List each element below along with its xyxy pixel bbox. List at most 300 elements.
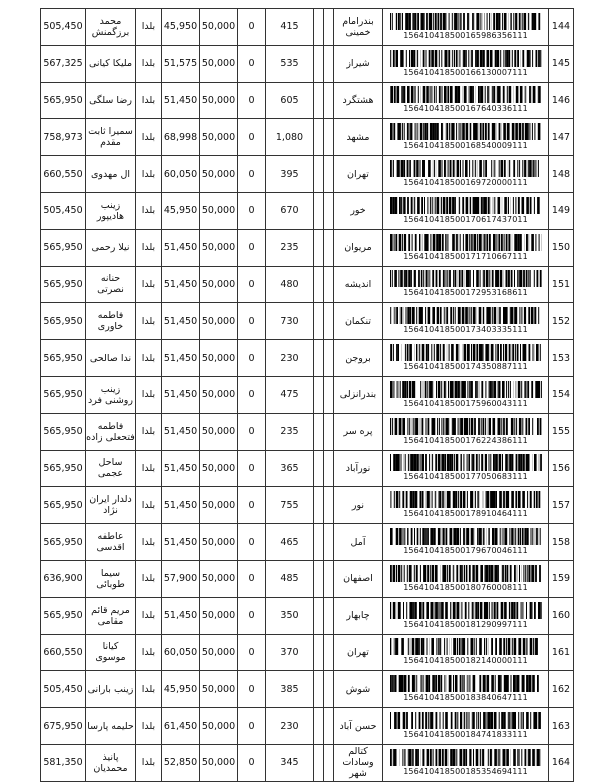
recipient-name-cell: پانیذ محمدیان — [86, 744, 136, 781]
barcode-bars — [390, 13, 542, 30]
table-row — [41, 119, 574, 156]
weight-cell: 485 — [266, 560, 314, 597]
tracking-number: 156410418500165986356111 — [403, 31, 528, 41]
table-row — [41, 450, 574, 487]
status-cell: بلدا — [136, 376, 162, 413]
total-cell: 565,950 — [41, 82, 86, 119]
weight-cell: 365 — [266, 450, 314, 487]
status-cell: بلدا — [136, 597, 162, 634]
base-fee-cell: 57,900 — [162, 560, 200, 597]
status-cell: بلدا — [136, 156, 162, 193]
status-cell: بلدا — [136, 9, 162, 46]
base-fee-cell: 68,998 — [162, 119, 200, 156]
empty-cell — [314, 266, 324, 303]
total-cell: 636,900 — [41, 560, 86, 597]
weight-cell: 605 — [266, 82, 314, 119]
cod-cell: 0 — [238, 119, 266, 156]
empty-cell — [314, 450, 324, 487]
total-cell: 565,950 — [41, 266, 86, 303]
tracking-number: 156410418500171710667111 — [403, 252, 528, 262]
base-fee-cell: 60,050 — [162, 634, 200, 671]
status-cell: بلدا — [136, 45, 162, 82]
barcode-bars — [390, 270, 542, 287]
table-row — [41, 560, 574, 597]
declared-value-cell: 50,000 — [200, 9, 238, 46]
empty-cell — [324, 487, 334, 524]
recipient-name-cell: مریم قائم مقامی — [86, 597, 136, 634]
weight-cell: 415 — [266, 9, 314, 46]
cod-cell: 0 — [238, 376, 266, 413]
barcode-bars — [390, 344, 542, 361]
declared-value-cell: 50,000 — [200, 744, 238, 781]
status-cell: بلدا — [136, 671, 162, 708]
barcode-cell — [383, 450, 549, 487]
row-number-cell: 146 — [549, 82, 574, 119]
base-fee-cell: 51,450 — [162, 340, 200, 377]
declared-value-cell: 50,000 — [200, 156, 238, 193]
base-fee-cell: 51,450 — [162, 303, 200, 340]
barcode-bars — [390, 491, 542, 508]
weight-cell: 475 — [266, 376, 314, 413]
empty-cell — [314, 156, 324, 193]
row-number-cell: 162 — [549, 671, 574, 708]
cod-cell: 0 — [238, 413, 266, 450]
empty-cell — [324, 192, 334, 229]
barcode-bars — [390, 307, 542, 324]
status-cell: بلدا — [136, 634, 162, 671]
weight-cell: 395 — [266, 156, 314, 193]
empty-cell — [314, 340, 324, 377]
declared-value-cell: 50,000 — [200, 266, 238, 303]
cod-cell: 0 — [238, 560, 266, 597]
status-cell: بلدا — [136, 192, 162, 229]
declared-value-cell: 50,000 — [200, 524, 238, 561]
base-fee-cell: 45,950 — [162, 671, 200, 708]
barcode-bars — [390, 602, 542, 619]
cod-cell: 0 — [238, 744, 266, 781]
empty-cell — [314, 82, 324, 119]
base-fee-cell: 51,575 — [162, 45, 200, 82]
row-number-cell: 155 — [549, 413, 574, 450]
cod-cell: 0 — [238, 634, 266, 671]
cod-cell: 0 — [238, 229, 266, 266]
barcode-cell — [383, 671, 549, 708]
destination-city-cell: هشتگرد — [334, 82, 383, 119]
recipient-name-cell: ملیکا کیانی — [86, 45, 136, 82]
tracking-number: 156410418500168540009111 — [403, 141, 528, 151]
table-row — [41, 487, 574, 524]
base-fee-cell: 51,450 — [162, 413, 200, 450]
total-cell: 505,450 — [41, 9, 86, 46]
cod-cell: 0 — [238, 303, 266, 340]
total-cell: 505,450 — [41, 192, 86, 229]
row-number-cell: 152 — [549, 303, 574, 340]
barcode-bars — [390, 197, 542, 214]
empty-cell — [324, 45, 334, 82]
barcode-cell — [383, 376, 549, 413]
barcode-bars — [390, 418, 542, 435]
barcode-cell — [383, 192, 549, 229]
recipient-name-cell: سیما طوبائی — [86, 560, 136, 597]
barcode-bars — [390, 50, 542, 67]
recipient-name-cell: رضا سلگی — [86, 82, 136, 119]
weight-cell: 370 — [266, 634, 314, 671]
table-row — [41, 192, 574, 229]
empty-cell — [324, 156, 334, 193]
recipient-name-cell: نیلا رحمی — [86, 229, 136, 266]
empty-cell — [324, 119, 334, 156]
cod-cell: 0 — [238, 708, 266, 745]
base-fee-cell: 51,450 — [162, 487, 200, 524]
base-fee-cell: 51,450 — [162, 450, 200, 487]
destination-city-cell: حسن آباد — [334, 708, 383, 745]
total-cell: 660,550 — [41, 634, 86, 671]
empty-cell — [324, 340, 334, 377]
empty-cell — [324, 376, 334, 413]
row-number-cell: 144 — [549, 9, 574, 46]
empty-cell — [324, 597, 334, 634]
cod-cell: 0 — [238, 266, 266, 303]
table-row — [41, 597, 574, 634]
table-row — [41, 524, 574, 561]
tracking-number: 156410418500174350887111 — [403, 362, 528, 372]
barcode-cell — [383, 708, 549, 745]
table-row — [41, 266, 574, 303]
empty-cell — [314, 229, 324, 266]
empty-cell — [324, 671, 334, 708]
table-row — [41, 708, 574, 745]
weight-cell: 535 — [266, 45, 314, 82]
destination-city-cell: نور — [334, 487, 383, 524]
recipient-name-cell: دلدار ایران نژاد — [86, 487, 136, 524]
cod-cell: 0 — [238, 82, 266, 119]
declared-value-cell: 50,000 — [200, 340, 238, 377]
total-cell: 565,950 — [41, 229, 86, 266]
weight-cell: 230 — [266, 340, 314, 377]
destination-city-cell: بروجن — [334, 340, 383, 377]
destination-city-cell: بندرانزلی — [334, 376, 383, 413]
destination-city-cell: مریوان — [334, 229, 383, 266]
tracking-number: 156410418500172953168611 — [403, 288, 528, 298]
barcode-cell — [383, 560, 549, 597]
declared-value-cell: 50,000 — [200, 487, 238, 524]
base-fee-cell: 51,450 — [162, 82, 200, 119]
barcode-bars — [390, 454, 542, 471]
cod-cell: 0 — [238, 671, 266, 708]
row-number-cell: 148 — [549, 156, 574, 193]
row-number-cell: 154 — [549, 376, 574, 413]
status-cell: بلدا — [136, 82, 162, 119]
empty-cell — [314, 119, 324, 156]
cod-cell: 0 — [238, 487, 266, 524]
status-cell: بلدا — [136, 303, 162, 340]
total-cell: 565,950 — [41, 487, 86, 524]
empty-cell — [324, 560, 334, 597]
barcode-cell — [383, 634, 549, 671]
row-number-cell: 156 — [549, 450, 574, 487]
barcode-cell — [383, 487, 549, 524]
row-number-cell: 157 — [549, 487, 574, 524]
weight-cell: 235 — [266, 413, 314, 450]
status-cell: بلدا — [136, 560, 162, 597]
empty-cell — [314, 376, 324, 413]
total-cell: 565,950 — [41, 524, 86, 561]
barcode-bars — [390, 86, 542, 103]
table-row — [41, 671, 574, 708]
table-row — [41, 634, 574, 671]
total-cell: 505,450 — [41, 671, 86, 708]
barcode-cell — [383, 744, 549, 781]
destination-city-cell: تهران — [334, 156, 383, 193]
empty-cell — [314, 487, 324, 524]
cod-cell: 0 — [238, 156, 266, 193]
declared-value-cell: 50,000 — [200, 45, 238, 82]
status-cell: بلدا — [136, 450, 162, 487]
base-fee-cell: 51,450 — [162, 524, 200, 561]
table-row — [41, 413, 574, 450]
total-cell: 565,950 — [41, 376, 86, 413]
base-fee-cell: 51,450 — [162, 376, 200, 413]
tracking-number: 156410418500180760008111 — [403, 583, 528, 593]
empty-cell — [314, 524, 324, 561]
table-row — [41, 376, 574, 413]
empty-cell — [314, 597, 324, 634]
barcode-cell — [383, 45, 549, 82]
tracking-number: 156410418500179670046111 — [403, 546, 528, 556]
weight-cell: 385 — [266, 671, 314, 708]
empty-cell — [324, 303, 334, 340]
barcode-bars — [390, 234, 542, 251]
weight-cell: 230 — [266, 708, 314, 745]
barcode-bars — [390, 749, 542, 766]
total-cell: 565,950 — [41, 597, 86, 634]
table-row — [41, 744, 574, 781]
declared-value-cell: 50,000 — [200, 560, 238, 597]
tracking-number: 156410418500181290997111 — [403, 620, 528, 630]
barcode-bars — [390, 381, 542, 398]
empty-cell — [324, 229, 334, 266]
shipment-table — [40, 8, 574, 782]
declared-value-cell: 50,000 — [200, 192, 238, 229]
destination-city-cell: تهران — [334, 634, 383, 671]
row-number-cell: 151 — [549, 266, 574, 303]
destination-city-cell: پره سر — [334, 413, 383, 450]
table-row — [41, 156, 574, 193]
empty-cell — [324, 450, 334, 487]
cod-cell: 0 — [238, 340, 266, 377]
cod-cell: 0 — [238, 192, 266, 229]
barcode-bars — [390, 160, 542, 177]
total-cell: 581,350 — [41, 744, 86, 781]
tracking-number: 156410418500170617437011 — [403, 215, 528, 225]
declared-value-cell: 50,000 — [200, 82, 238, 119]
barcode-cell — [383, 524, 549, 561]
total-cell: 660,550 — [41, 156, 86, 193]
empty-cell — [324, 413, 334, 450]
barcode-cell — [383, 597, 549, 634]
destination-city-cell: بندرامام خمینی — [334, 9, 383, 46]
declared-value-cell: 50,000 — [200, 376, 238, 413]
row-number-cell: 161 — [549, 634, 574, 671]
recipient-name-cell: سمیرا ثابت مقدم — [86, 119, 136, 156]
tracking-number: 156410418500167640336111 — [403, 104, 528, 114]
barcode-bars — [390, 565, 542, 582]
empty-cell — [314, 413, 324, 450]
base-fee-cell: 45,950 — [162, 192, 200, 229]
status-cell: بلدا — [136, 266, 162, 303]
barcode-cell — [383, 82, 549, 119]
row-number-cell: 160 — [549, 597, 574, 634]
empty-cell — [314, 634, 324, 671]
empty-cell — [314, 192, 324, 229]
tracking-number: 156410418500166130007111 — [403, 68, 528, 78]
total-cell: 565,950 — [41, 413, 86, 450]
empty-cell — [314, 671, 324, 708]
declared-value-cell: 50,000 — [200, 597, 238, 634]
destination-city-cell: تنکمان — [334, 303, 383, 340]
cod-cell: 0 — [238, 9, 266, 46]
barcode-bars — [390, 712, 542, 729]
tracking-number: 156410418500178910464111 — [403, 509, 528, 519]
declared-value-cell: 50,000 — [200, 450, 238, 487]
cod-cell: 0 — [238, 450, 266, 487]
total-cell: 758,973 — [41, 119, 86, 156]
barcode-cell — [383, 119, 549, 156]
row-number-cell: 150 — [549, 229, 574, 266]
weight-cell: 480 — [266, 266, 314, 303]
tracking-number: 156410418500173403335111 — [403, 325, 528, 335]
declared-value-cell: 50,000 — [200, 671, 238, 708]
recipient-name-cell: فاطمه فتحعلی زاده — [86, 413, 136, 450]
barcode-cell — [383, 266, 549, 303]
weight-cell: 345 — [266, 744, 314, 781]
barcode-cell — [383, 413, 549, 450]
status-cell: بلدا — [136, 744, 162, 781]
base-fee-cell: 51,450 — [162, 266, 200, 303]
empty-cell — [324, 634, 334, 671]
recipient-name-cell: کیانا موسوی — [86, 634, 136, 671]
status-cell: بلدا — [136, 229, 162, 266]
barcode-bars — [390, 638, 542, 655]
status-cell: بلدا — [136, 487, 162, 524]
destination-city-cell: کتالم وسادات شهر — [334, 744, 383, 781]
barcode-bars — [390, 123, 542, 140]
declared-value-cell: 50,000 — [200, 303, 238, 340]
status-cell: بلدا — [136, 708, 162, 745]
base-fee-cell: 51,450 — [162, 229, 200, 266]
recipient-name-cell: زینب هادیپور — [86, 192, 136, 229]
weight-cell: 670 — [266, 192, 314, 229]
cod-cell: 0 — [238, 597, 266, 634]
recipient-name-cell: عاطفه اقدسی — [86, 524, 136, 561]
empty-cell — [314, 560, 324, 597]
weight-cell: 755 — [266, 487, 314, 524]
status-cell: بلدا — [136, 524, 162, 561]
tracking-number: 156410418500175960043111 — [403, 399, 528, 409]
total-cell: 565,950 — [41, 303, 86, 340]
row-number-cell: 159 — [549, 560, 574, 597]
destination-city-cell: شیراز — [334, 45, 383, 82]
base-fee-cell: 51,450 — [162, 597, 200, 634]
status-cell: بلدا — [136, 340, 162, 377]
barcode-cell — [383, 9, 549, 46]
empty-cell — [324, 82, 334, 119]
destination-city-cell: خور — [334, 192, 383, 229]
base-fee-cell: 45,950 — [162, 9, 200, 46]
empty-cell — [324, 744, 334, 781]
weight-cell: 730 — [266, 303, 314, 340]
empty-cell — [314, 9, 324, 46]
recipient-name-cell: ال مهدوی — [86, 156, 136, 193]
table-row — [41, 229, 574, 266]
destination-city-cell: مشهد — [334, 119, 383, 156]
weight-cell: 465 — [266, 524, 314, 561]
destination-city-cell: چابهار — [334, 597, 383, 634]
empty-cell — [324, 266, 334, 303]
table-row — [41, 340, 574, 377]
row-number-cell: 164 — [549, 744, 574, 781]
weight-cell: 235 — [266, 229, 314, 266]
row-number-cell: 145 — [549, 45, 574, 82]
row-number-cell: 158 — [549, 524, 574, 561]
row-number-cell: 147 — [549, 119, 574, 156]
tracking-number: 156410418500184741833111 — [403, 730, 528, 740]
barcode-cell — [383, 340, 549, 377]
destination-city-cell: شوش — [334, 671, 383, 708]
declared-value-cell: 50,000 — [200, 229, 238, 266]
row-number-cell: 149 — [549, 192, 574, 229]
table-row — [41, 82, 574, 119]
declared-value-cell: 50,000 — [200, 708, 238, 745]
barcode-cell — [383, 229, 549, 266]
tracking-number: 156410418500176224386111 — [403, 436, 528, 446]
total-cell: 567,325 — [41, 45, 86, 82]
table-body — [41, 9, 574, 782]
base-fee-cell: 61,450 — [162, 708, 200, 745]
table-row — [41, 9, 574, 46]
empty-cell — [324, 708, 334, 745]
recipient-name-cell: ساحل عجمی — [86, 450, 136, 487]
row-number-cell: 163 — [549, 708, 574, 745]
status-cell: بلدا — [136, 413, 162, 450]
empty-cell — [324, 9, 334, 46]
status-cell: بلدا — [136, 119, 162, 156]
recipient-name-cell: حنانه نصرتی — [86, 266, 136, 303]
empty-cell — [314, 45, 324, 82]
destination-city-cell: اصفهان — [334, 560, 383, 597]
recipient-name-cell: حلیمه پارسا — [86, 708, 136, 745]
recipient-name-cell: ندا صالحی — [86, 340, 136, 377]
row-number-cell: 153 — [549, 340, 574, 377]
base-fee-cell: 52,850 — [162, 744, 200, 781]
weight-cell: 350 — [266, 597, 314, 634]
tracking-number: 156410418500185354694111 — [403, 767, 528, 777]
weight-cell: 1,080 — [266, 119, 314, 156]
base-fee-cell: 60,050 — [162, 156, 200, 193]
destination-city-cell: آمل — [334, 524, 383, 561]
tracking-number: 156410418500177050683111 — [403, 472, 528, 482]
cod-cell: 0 — [238, 524, 266, 561]
recipient-name-cell: محمد برزگمنش — [86, 9, 136, 46]
barcode-cell — [383, 303, 549, 340]
total-cell: 565,950 — [41, 340, 86, 377]
table-row — [41, 303, 574, 340]
recipient-name-cell: فاطمه خاوری — [86, 303, 136, 340]
destination-city-cell: نورآباد — [334, 450, 383, 487]
tracking-number: 156410418500183840647111 — [403, 693, 528, 703]
declared-value-cell: 50,000 — [200, 413, 238, 450]
tracking-number: 156410418500182140000111 — [403, 656, 528, 666]
